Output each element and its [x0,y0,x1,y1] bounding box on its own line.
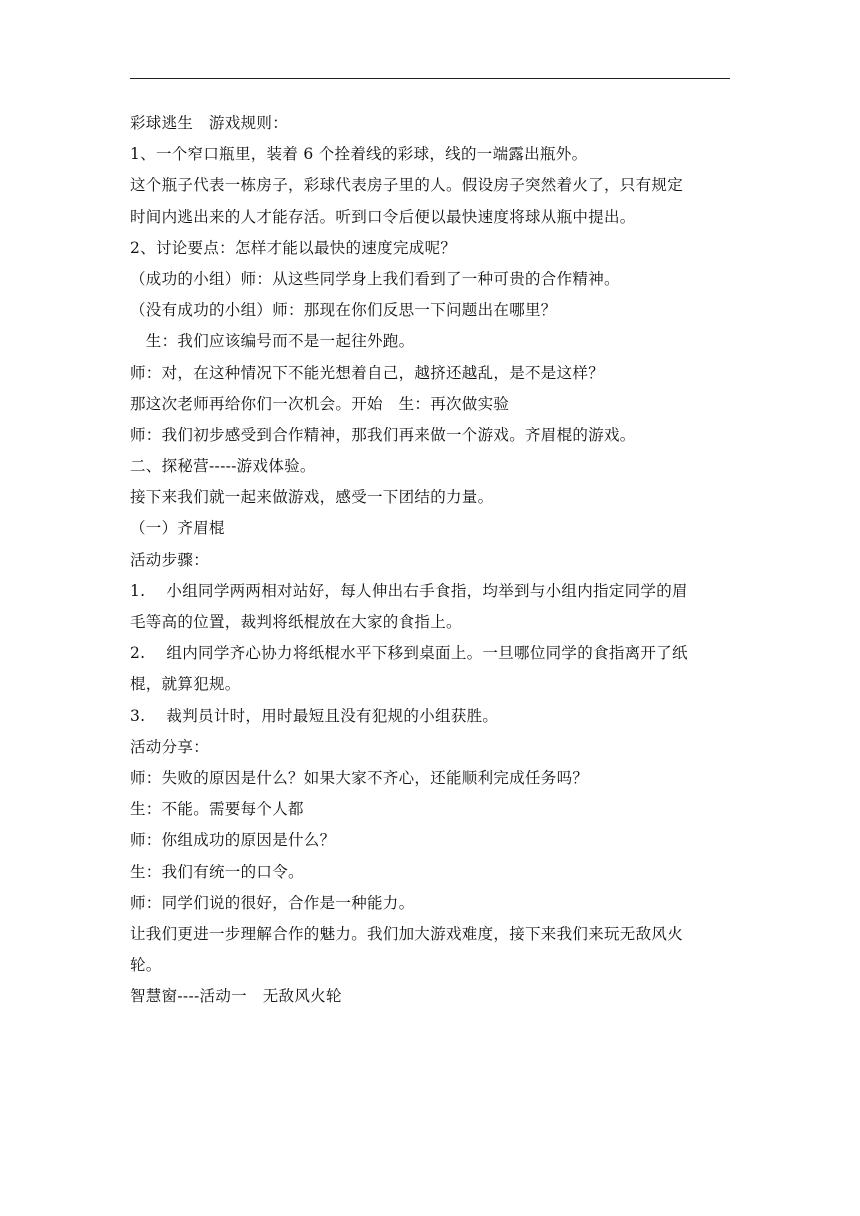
text-line: 生：我们有统一的口令。 [130,862,304,881]
text-line: 生：我们应该编号而不是一起往外跑。 [130,332,415,351]
text-line: 师：同学们说的很好，合作是一种能力。 [130,893,415,912]
text-line: 2、讨论要点：怎样才能以最快的速度完成呢？ [130,238,457,257]
text-line: 3. 裁判员计时，用时最短且没有犯规的小组获胜。 [130,706,499,725]
text-line: 智慧窗----活动一 无敌风火轮 [130,987,342,1006]
header-rule [130,78,730,79]
text-line: 活动步骤： [130,550,210,569]
text-line: 师：你组成功的原因是什么？ [130,831,336,850]
text-line: 这个瓶子代表一栋房子，彩球代表房子里的人。假设房子突然着火了，只有规定 [130,176,684,195]
text-line: 二、探秘营-----游戏体验。 [130,457,316,476]
document-body [130,108,732,1012]
text-line: 1、一个窄口瓶里，装着 6 个拴着线的彩球，线的一端露出瓶外。 [130,145,588,164]
text-line: 毛等高的位置，裁判将纸棍放在大家的食指上。 [130,613,462,631]
text-line: 棍，就算犯规。 [130,675,241,694]
text-line: 让我们更进一步理解合作的魅力。我们加大游戏难度，接下来我们来玩无敌风火 [130,924,684,943]
text-line: 那这次老师再给你们一次机会。开始 生：再次做实验 [130,394,510,413]
text-line: （成功的小组）师：从这些同学身上我们看到了一种可贵的合作精神。 [130,269,620,288]
text-line: 轮。 [130,956,162,975]
text-line: （没有成功的小组）师：那现在你们反思一下问题出在哪里？ [130,301,557,320]
text-line: 生：不能。需要每个人都 [130,800,304,819]
text-line: （一）齐眉棍 [130,519,225,538]
text-line: 师：我们初步感受到合作精神，那我们再来做一个游戏。齐眉棍的游戏。 [130,425,636,444]
text-line: 时间内逃出来的人才能存活。听到口令后便以最快速度将球从瓶中提出。 [130,207,636,226]
text-line: 师：对，在这种情况下不能光想着自己，越挤还越乱，是不是这样？ [130,363,605,382]
text-line: 师：失败的原因是什么？如果大家不齐心，还能顺利完成任务吗？ [130,768,589,787]
text-line: 接下来我们就一起来做游戏，感受一下团结的力量。 [130,488,494,507]
text-line: 1. 小组同学两两相对站好，每人伸出右手食指，均举到与小组内指定同学的眉 [130,581,688,600]
text-line: 2. 组内同学齐心协力将纸棍水平下移到桌面上。一旦哪位同学的食指离开了纸 [130,644,688,663]
text-line: 活动分享： [130,737,210,756]
text-line: 彩球逃生 游戏规则： [130,114,289,132]
